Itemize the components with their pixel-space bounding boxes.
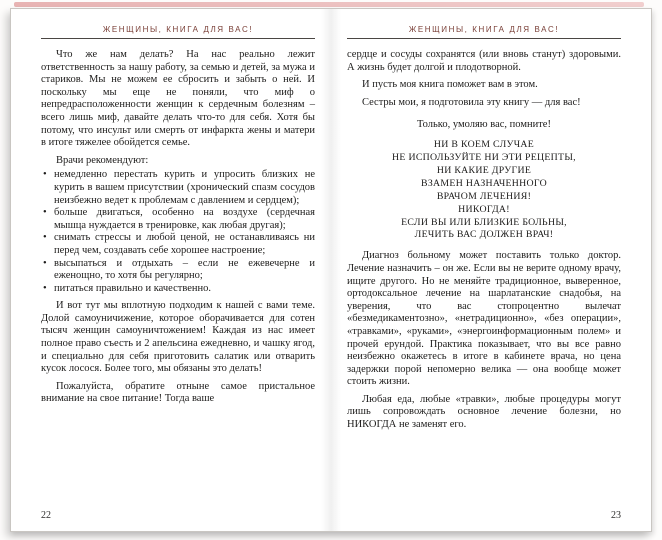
header-rule-left	[41, 38, 315, 39]
list-item: • питаться правильно и качественно.	[41, 283, 315, 296]
page-number-right: 23	[611, 510, 621, 521]
warning-block	[347, 139, 621, 242]
running-header-right: ЖЕНЩИНЫ, КНИГА ДЛЯ ВАС!	[408, 25, 560, 34]
list-item: • снимать стрессы и любой ценой, не останавливаясь ни перед чем, создавать себе хорошее настроение;	[41, 232, 315, 257]
paragraph-doctors-recommend: Врачи рекомендуют:	[56, 154, 149, 166]
warning-line: НИКОГДА!	[458, 203, 510, 215]
paragraph-book: И пусть моя книга поможет вам в этом.	[362, 79, 538, 91]
paragraph-please: Пожалуйста, обратите отныне самое пристальное внимание на свое питание! Тогда ваше	[41, 380, 315, 405]
right-page-body	[347, 49, 621, 432]
right-page	[331, 9, 651, 531]
paragraph-sisters: Сестры мои, я подготовила эту книгу — для вас!	[362, 96, 581, 108]
header-rule-right	[347, 38, 621, 39]
paragraph-intro: Что же нам делать? На нас реально лежит ответственность за нашу работу, за семью и детей, за мужа и стариков. Мы не можем ее сбросить и забыть о ней. И поскольку мы еще не поняли, что миф о непредрасположенности женщин к сердечным болезням – всего лишь миф, давайте делать что-то для себя. Хотя бы потому, что инсульт или смерть от инфаркта жены и матери в итоге тяжелее обойдется семье.	[41, 49, 315, 149]
warning-line: ВРАЧОМ ЛЕЧЕНИЯ!	[436, 190, 532, 202]
left-page-body	[41, 49, 315, 406]
warning-line: НИ КАКИЕ ДРУГИЕ	[436, 164, 532, 176]
recommendations-list	[41, 169, 315, 295]
warning-line: ЕСЛИ ВЫ ИЛИ БЛИЗКИЕ БОЛЬНЫ,	[401, 216, 567, 228]
paragraph-theme: И вот тут мы вплотную подходим к нашей с вами теме. Долой самоуничижение, которое оборачивается для сотен тысяч женщин самоуничтожением! Каждая из нас имеет полное право съесть и 2 апельсина ежедневно, и чашку ягод, и специально для себя приготовить салатик или отварить кусок лосося. Более того, мы обязаны это делать!	[41, 300, 315, 375]
warning-line: ЛЕЧИТЬ ВАС ДОЛЖЕН ВРАЧ!	[414, 229, 554, 241]
warning-line: НИ В КОЕМ СЛУЧАЕ	[433, 138, 535, 150]
book-spread	[10, 8, 652, 532]
running-header-left: ЖЕНЩИНЫ, КНИГА ДЛЯ ВАС!	[102, 25, 254, 34]
paragraph-diagnosis: Диагноз больному может поставить только доктор. Лечение назначить – он же. Если вы не верите одному врачу, ищите другого. Но не меняйте традиционное, выверенное, ортодоксальное лечение на шарлатанские снадобья, на уверения, что вас стопроцентно вылечат «безмедикаментозно», «нетрадиционно», «без операции», «травками», «руками», «энергоинформационным полем» и прочей ерундой. Практика показывает, что вы все равно неизбежно окажетесь в итоге в кабинете врача, но цена задержки порой непомерно велика — она вообще может стоить жизни.	[347, 250, 621, 388]
warning-line: ВЗАМЕН НАЗНАЧЕННОГО	[421, 177, 547, 189]
warning-line: НЕ ИСПОЛЬЗУЙТЕ НИ ЭТИ РЕЦЕПТЫ,	[392, 151, 576, 163]
paragraph-food: Любая еда, любые «травки», любые процедуры могут лишь сопровождать основное лечение болезни, но НИКОГДА не заменят его.	[347, 393, 621, 431]
list-item: • больше двигаться, особенно на воздухе (сердечная мышца нуждается в тренировке, как любая другая);	[41, 207, 315, 232]
book-cover-edge	[14, 2, 644, 7]
list-item: • высыпаться и отдыхать – если не ежевечерне и еженощно, то хотя бы регулярно;	[41, 258, 315, 283]
paragraph-continuation: сердце и сосуды сохранятся (или вновь станут) здоровыми. А жизнь будет долгой и плодотворной.	[347, 49, 621, 73]
list-item: • немедленно перестать курить и упросить близких не курить в вашем присутствии (хронический спазм сосудов неизбежно ведет к проблемам с давлением и сердцем);	[41, 169, 315, 207]
page-number-left: 22	[41, 510, 51, 521]
paragraph-remember: Только, умоляю вас, помните!	[417, 119, 551, 131]
left-page	[11, 9, 331, 531]
